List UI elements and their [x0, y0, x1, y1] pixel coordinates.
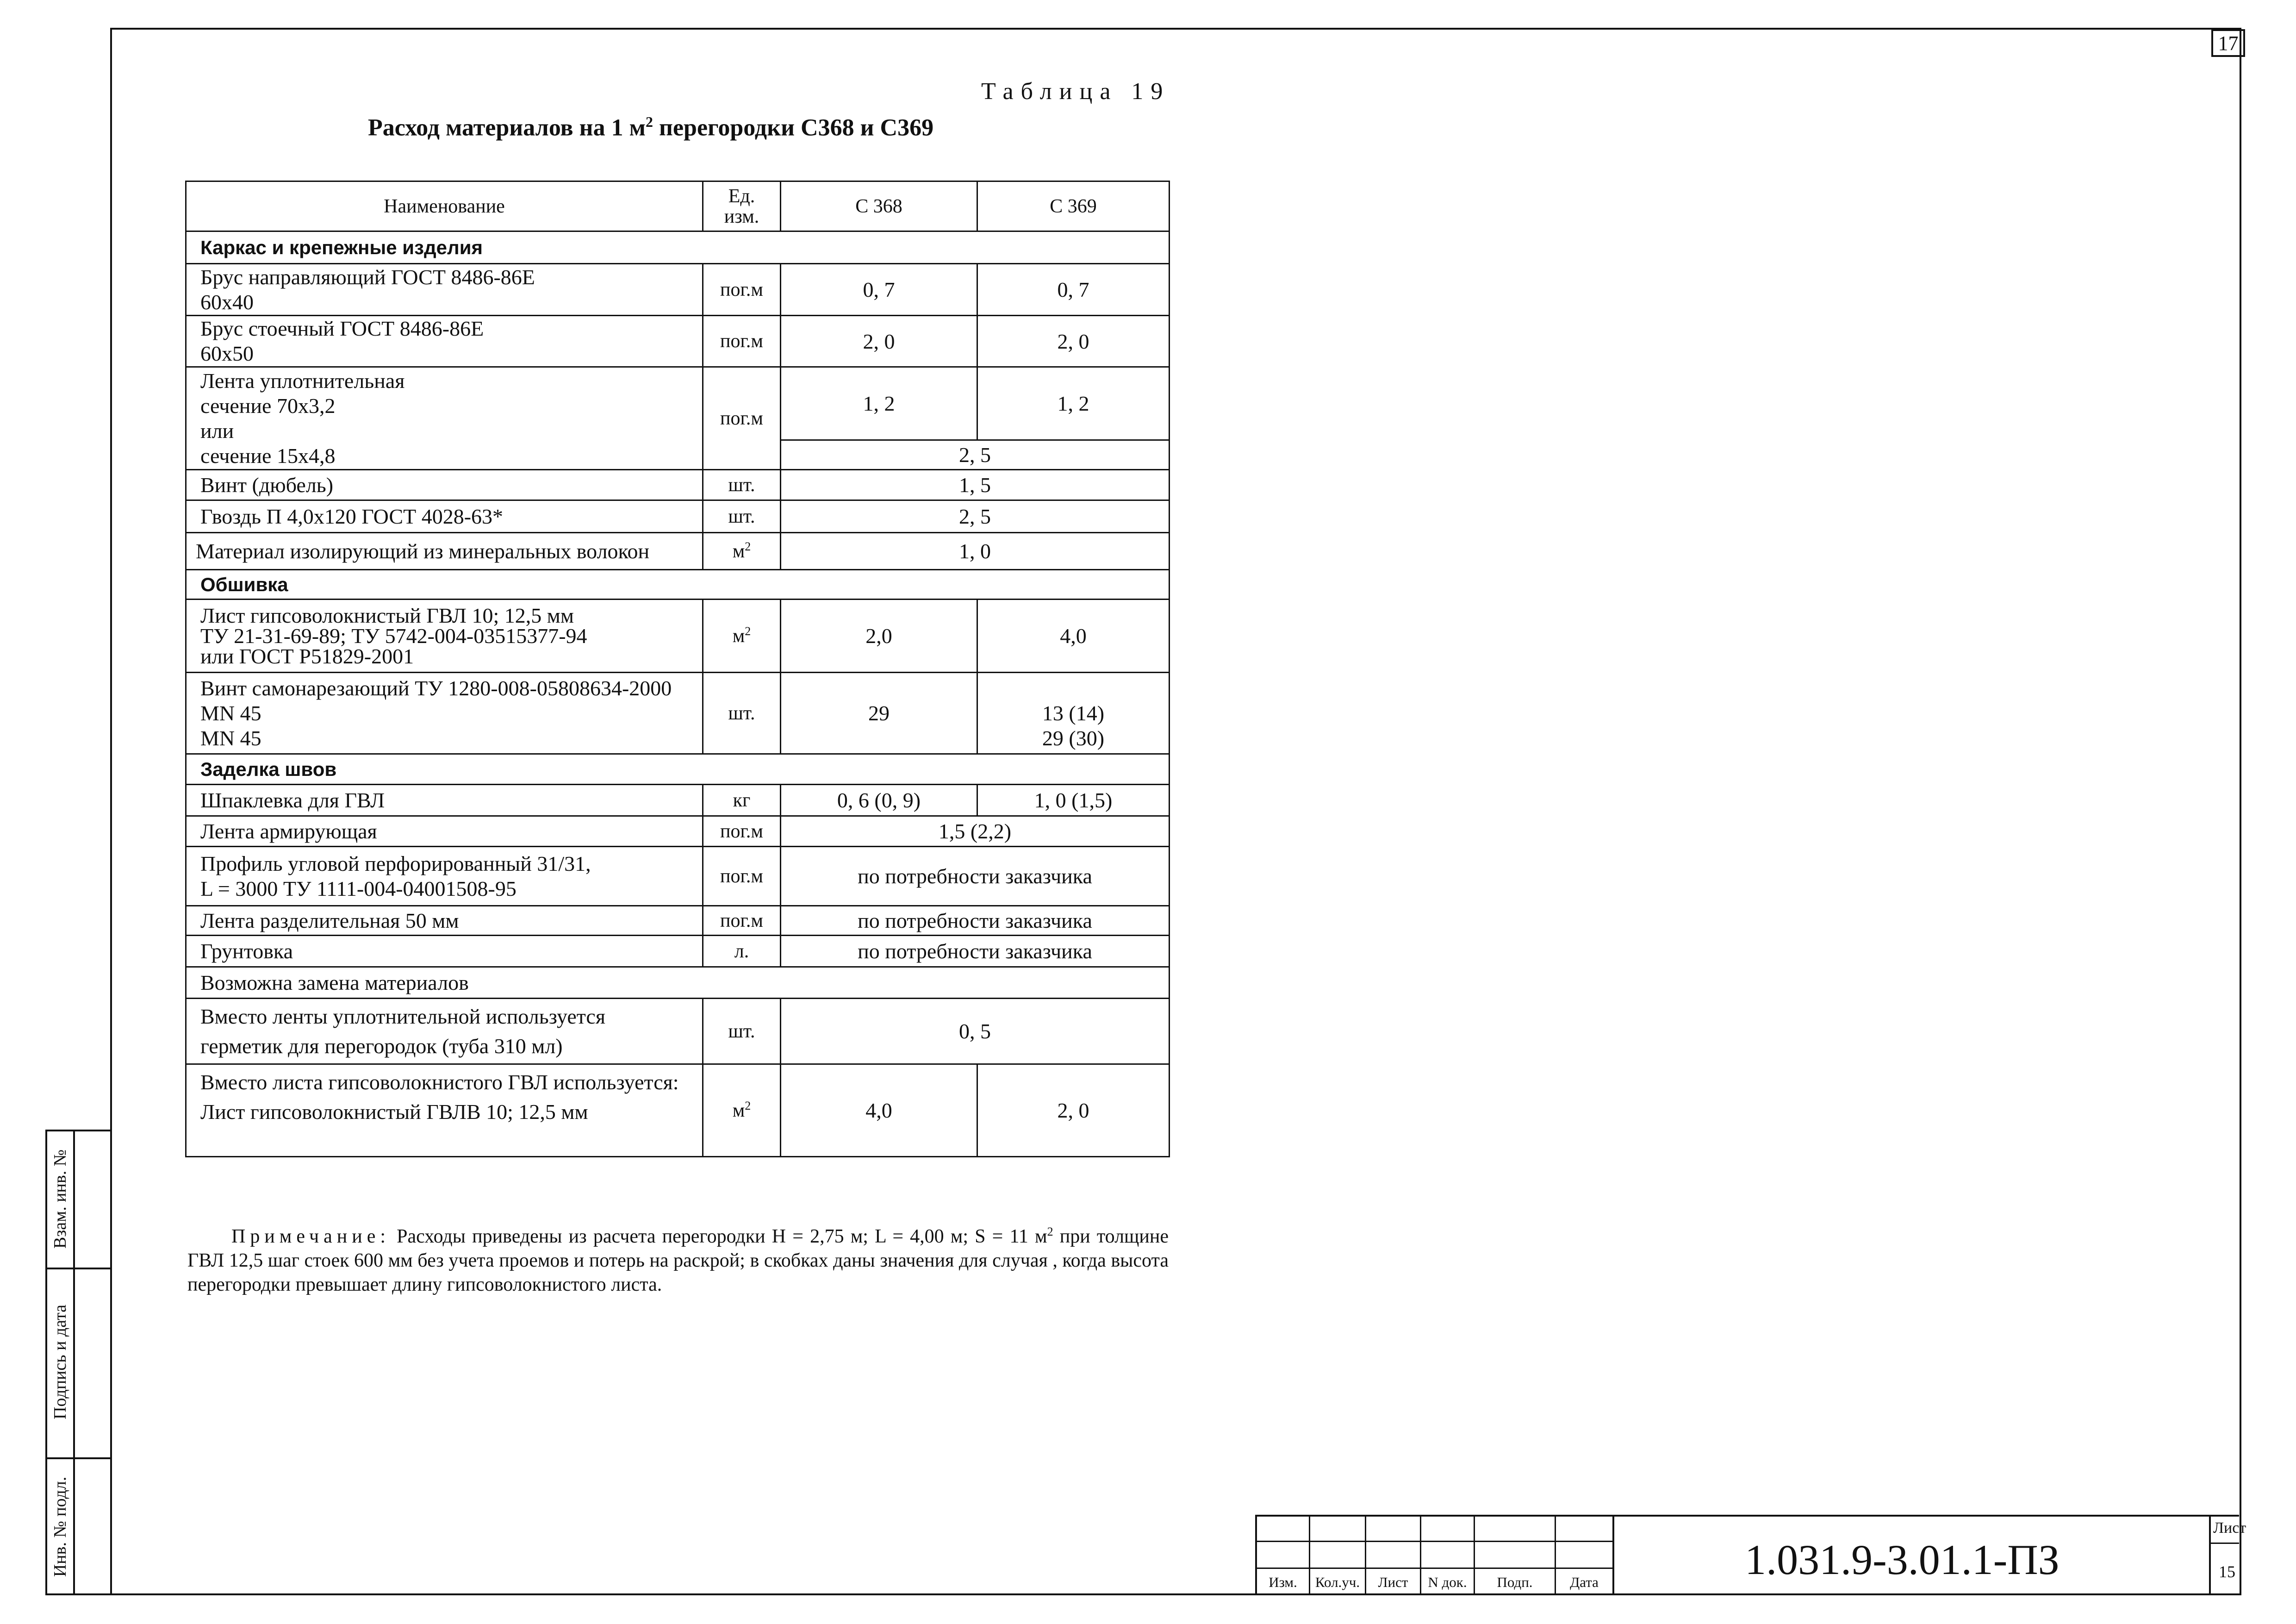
row-c369: 4,0 — [977, 600, 1170, 673]
row-value: 0, 5 — [781, 999, 1170, 1064]
stamp-inv: Инв. № подл. — [50, 1476, 70, 1577]
row-unit: шт. — [703, 673, 781, 754]
frame-left — [110, 28, 112, 1595]
table-row — [186, 367, 1170, 440]
row-unit: кг — [703, 785, 781, 816]
table-row — [186, 533, 1170, 570]
row-value: 2, 5 — [781, 500, 1170, 533]
row-value: 2, 5 — [781, 440, 1170, 470]
section-seams: Заделка швов — [186, 754, 1170, 785]
row-name: Лист гипсоволокнистый ГВЛ 10; 12,5 мм ТУ 21-31-69-89; ТУ 5742-004-03515377-94 или ГОСТ Р51829-2001 — [186, 600, 703, 673]
header-c368: С 368 — [781, 181, 977, 231]
tb-col-kolich: Кол.уч. — [1315, 1574, 1360, 1590]
row-name: Винт (дюбель) — [186, 470, 703, 500]
table-row — [186, 470, 1170, 500]
row-unit: $м^2$ — [703, 533, 781, 570]
table-row — [186, 316, 1170, 367]
table-row — [186, 600, 1170, 673]
row-unit: пог.м — [703, 367, 781, 470]
table-title: Расход материалов на 1 $м^2$ перегородки С368 и С369 — [368, 113, 934, 141]
header-unit: Ед. изм. — [703, 181, 781, 231]
tb-col-ndok: N док. — [1428, 1574, 1467, 1590]
row-unit: л. — [703, 936, 781, 967]
sheet-number: 15 — [2219, 1562, 2235, 1581]
section-row — [186, 754, 1170, 785]
tb-col-data: Дата — [1570, 1574, 1599, 1590]
sheet-label: Лист — [2213, 1519, 2246, 1537]
section-row — [186, 231, 1170, 264]
section-row — [186, 570, 1170, 600]
header-name: Наименование — [186, 181, 703, 231]
tb-col-izm: Изм. — [1269, 1574, 1297, 1590]
row-value: по потребности заказчика — [781, 906, 1170, 936]
row-c368: 0, 7 — [781, 264, 977, 316]
document-code: 1.031.9-3.01.1-ПЗ — [1745, 1536, 2060, 1583]
row-name: Материал изолирующий из минеральных волокон — [186, 533, 703, 570]
row-name: Вместо листа гипсоволокнистого ГВЛ используется: Лист гипсоволокнистый ГВЛВ 10; 12,5 мм — [186, 1064, 703, 1157]
section-skin: Обшивка — [186, 570, 1170, 600]
frame-right — [2240, 28, 2241, 1595]
row-name: Лента разделительная 50 мм — [186, 906, 703, 936]
row-value: по потребности заказчика — [781, 936, 1170, 967]
stamp-vzam: Взам. инв. № — [50, 1149, 70, 1249]
row-name: Профиль угловой перфорированный 31/31, L = 3000 ТУ 1111-004-04001508-95 — [186, 847, 703, 906]
row-unit: шт. — [703, 500, 781, 533]
row-unit: $м^2$ — [703, 1064, 781, 1157]
tb-col-list: Лист — [1378, 1574, 1408, 1590]
row-unit: пог.м — [703, 264, 781, 316]
header-c369: С 369 — [977, 181, 1170, 231]
table-row — [186, 906, 1170, 936]
row-value: по потребности заказчика — [781, 847, 1170, 906]
row-c369: 2, 0 — [977, 316, 1170, 367]
row-name: Грунтовка — [186, 936, 703, 967]
row-c369: 0, 7 — [977, 264, 1170, 316]
row-c368: 2,0 — [781, 600, 977, 673]
table-row — [186, 816, 1170, 847]
row-name: Брус стоечный ГОСТ 8486-86Е 60х50 — [186, 316, 703, 367]
row-unit: пог.м — [703, 847, 781, 906]
section-row — [186, 967, 1170, 999]
row-name: Лента армирующая — [186, 816, 703, 847]
table-row — [186, 847, 1170, 906]
row-c368: 1, 2 — [781, 367, 977, 440]
row-c368: 29 — [781, 673, 977, 754]
row-c369: 1, 2 — [977, 367, 1170, 440]
table-header-row — [186, 181, 1170, 231]
table-row — [186, 264, 1170, 316]
row-name: Шпаклевка для ГВЛ — [186, 785, 703, 816]
table-row — [186, 673, 1170, 754]
row-c369: 1, 0 (1,5) — [977, 785, 1170, 816]
row-c369: 2, 0 — [977, 1064, 1170, 1157]
row-c368: 2, 0 — [781, 316, 977, 367]
table-row — [186, 500, 1170, 533]
table-row — [186, 1064, 1170, 1157]
tb-col-podp: Подп. — [1497, 1574, 1533, 1590]
row-name: Лента уплотнительная сечение 70х3,2 или сечение 15х4,8 — [186, 367, 703, 470]
table-note: Примечание: Расходы приведены из расчета перегородки H = 2,75 м; L = 4,00 м; S = 11 $м^2$ при толщине ГВЛ 12,5 шаг стоек 600 мм без учета проемов и потерь на раскрой; в скобках даны значения для случая , когда высота перегородки превышает длину гипсоволокнистого листа. — [187, 1225, 1169, 1295]
section-replace: Возможна замена материалов — [186, 967, 1170, 999]
page-number: 17 — [2211, 29, 2245, 57]
section-frame: Каркас и крепежные изделия — [186, 231, 1170, 264]
table-row — [186, 999, 1170, 1064]
frame-top — [110, 28, 2241, 30]
row-name: Брус направляющий ГОСТ 8486-86Е 60х40 — [186, 264, 703, 316]
row-unit: пог.м — [703, 316, 781, 367]
row-unit: шт. — [703, 999, 781, 1064]
row-unit: $м^2$ — [703, 600, 781, 673]
table-caption: Таблица 19 — [981, 78, 1170, 105]
materials-table — [185, 181, 1170, 1157]
row-unit: пог.м — [703, 906, 781, 936]
row-c368: 0, 6 (0, 9) — [781, 785, 977, 816]
row-c368: 4,0 — [781, 1064, 977, 1157]
row-value: 1,5 (2,2) — [781, 816, 1170, 847]
row-c369: 13 (14) 29 (30) — [977, 673, 1170, 754]
row-name: Вместо ленты уплотнительной используется герметик для перегородок (туба 310 мл) — [186, 999, 703, 1064]
row-name: Гвоздь П 4,0х120 ГОСТ 4028-63* — [186, 500, 703, 533]
stamp-podpis: Подпись и дата — [50, 1304, 70, 1420]
row-value: 1, 0 — [781, 533, 1170, 570]
row-unit: пог.м — [703, 816, 781, 847]
table-row — [186, 785, 1170, 816]
row-value: 1, 5 — [781, 470, 1170, 500]
table-row — [186, 936, 1170, 967]
row-unit: шт. — [703, 470, 781, 500]
row-name: Винт самонарезающий ТУ 1280-008-05808634-2000 MN 45 MN 45 — [186, 673, 703, 754]
